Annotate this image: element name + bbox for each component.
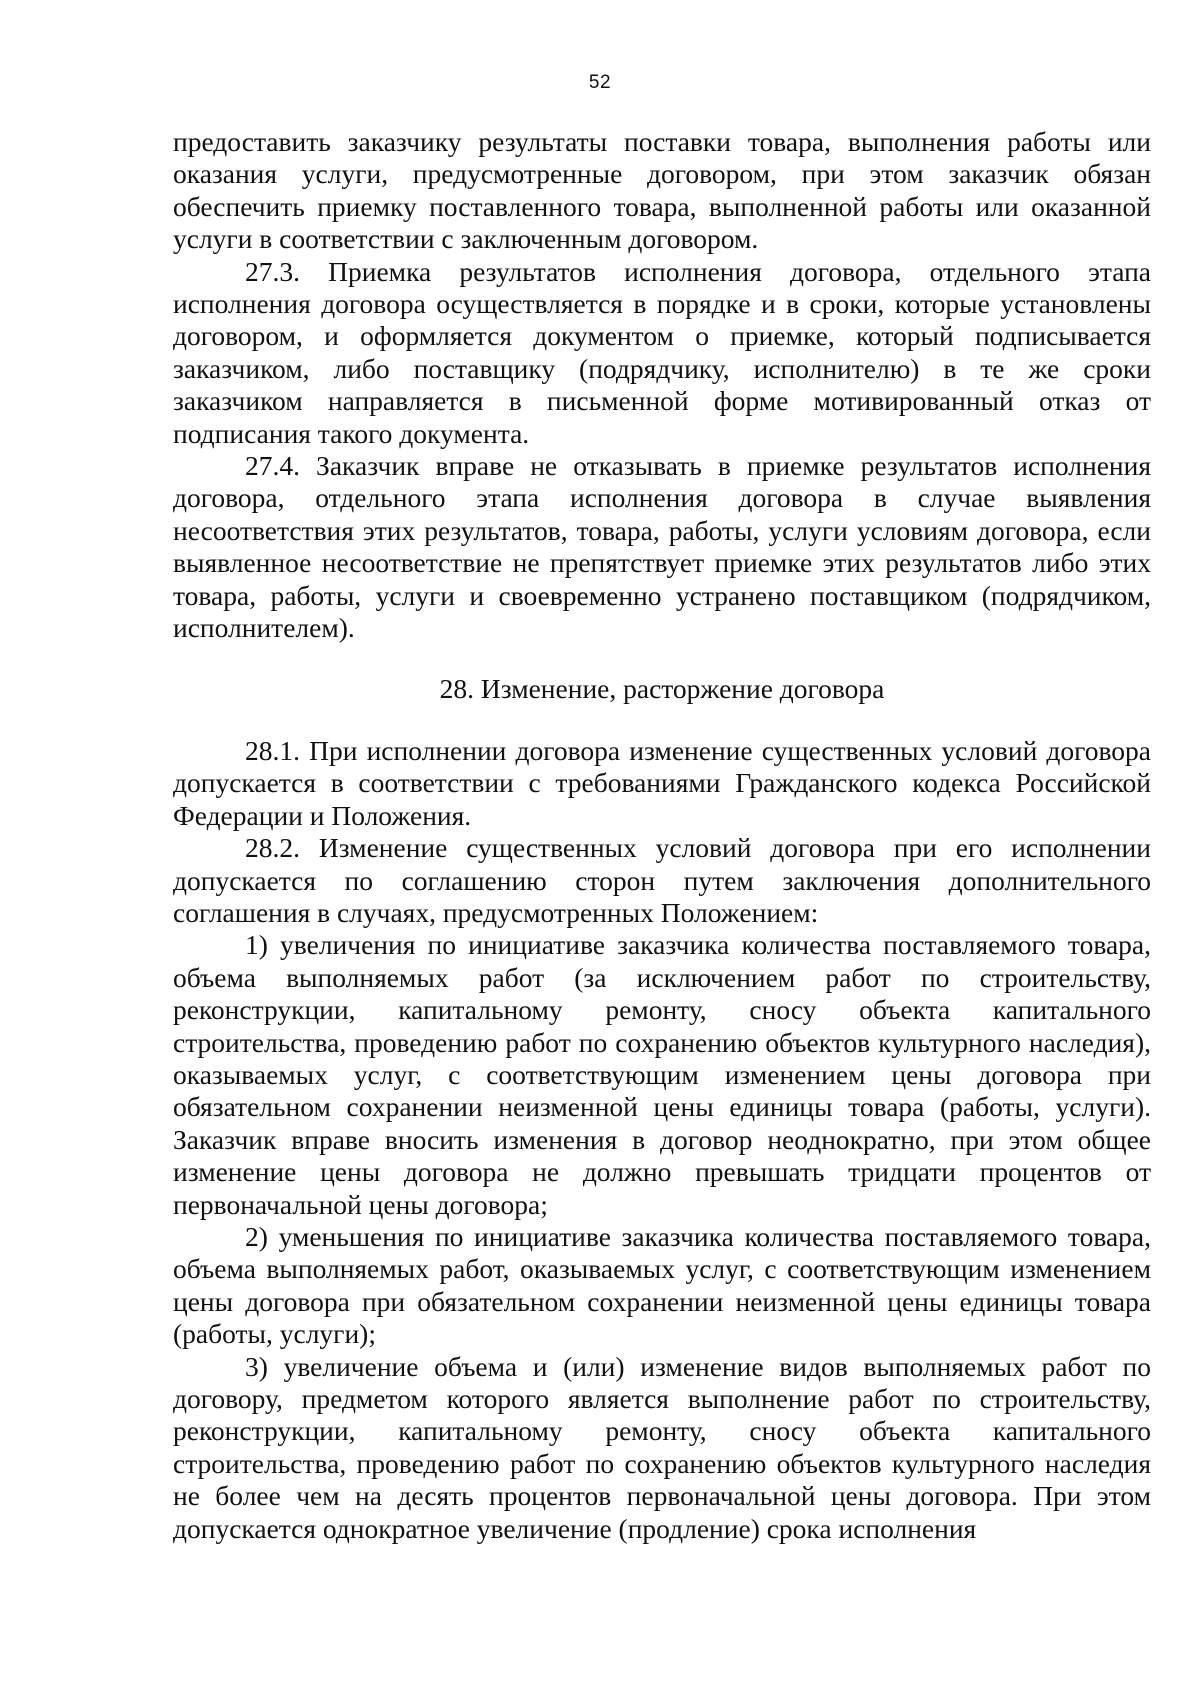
paragraph-intro: предоставить заказчику результаты поставки товара, выполнения работы или оказания услуги, предусмотренные договором, при этом заказчик обязан обеспечить приемку поставленного товара, выполненной работы или оказанной услуги в соответствии с заключенным договором.: [173, 126, 1151, 255]
page-content: [173, 126, 1151, 1545]
paragraph-27-4: 27.4. Заказчик вправе не отказывать в приемке результатов исполнения договора, отдельного этапа исполнения договора в случае выявления несоответствия этих результатов, товара, работы, услуги условиям договора, если выявленное несоответствие не препятствует приемке этих результатов либо этих товара, работы, услуги и своевременно устранено поставщиком (подрядчиком, исполнителем).: [173, 450, 1151, 644]
section-title-28: 28. Изменение, расторжение договора: [439, 672, 885, 704]
paragraph-28-1: 28.1. При исполнении договора изменение существенных условий договора допускается в соответствии с требованиями Гражданского кодекса Российской Федерации и Положения.: [173, 734, 1151, 831]
paragraph-28-2: 28.2. Изменение существенных условий договора при его исполнении допускается по соглашению сторон путем заключения дополнительного соглашения в случаях, предусмотренных Положением:: [173, 832, 1151, 928]
page-number: 52: [588, 72, 612, 93]
paragraph-27-3: 27.3. Приемка результатов исполнения договора, отдельного этапа исполнения договора осуществляется в порядке и в сроки, которые установлены договором, и оформляется документом о приемке, который подписывается заказчиком, либо поставщику (подрядчику, исполнителю) в те же сроки заказчиком направляется в письменной форме мотивированный отказ от подписания такого документа.: [173, 255, 1151, 449]
list-item-1: 1) увеличения по инициативе заказчика количества поставляемого товара, объема выполняемых работ (за исключением работ по строительству, реконструкции, капитальному ремонту, сносу объекта капитального строительства, проведению работ по сохранению объектов культурного наследия), оказываемых услуг, с соответствующим изменением цены договора при обязательном сохранении неизменной цены единицы товара (работы, услуги). Заказчик вправе вносить изменения в договор неоднократно, при этом общее изменение цены договора не должно превышать тридцати процентов от первоначальной цены договора;: [173, 929, 1151, 1220]
list-item-2: 2) уменьшения по инициативе заказчика количества поставляемого товара, объема выполняемых работ, оказываемых услуг, с соответствующим изменением цены договора при обязательном сохранении неизменной цены единицы товара (работы, услуги);: [173, 1221, 1151, 1350]
list-item-3: 3) увеличение объема и (или) изменение видов выполняемых работ по договору, предметом которого является выполнение работ по строительству, реконструкции, капитальному ремонту, сносу объекта капитального строительства, проведению работ по сохранению объектов культурного наследия не более чем на десять процентов первоначальной цены договора. При этом допускается однократное увеличение (продление) срока исполнения: [173, 1350, 1151, 1544]
